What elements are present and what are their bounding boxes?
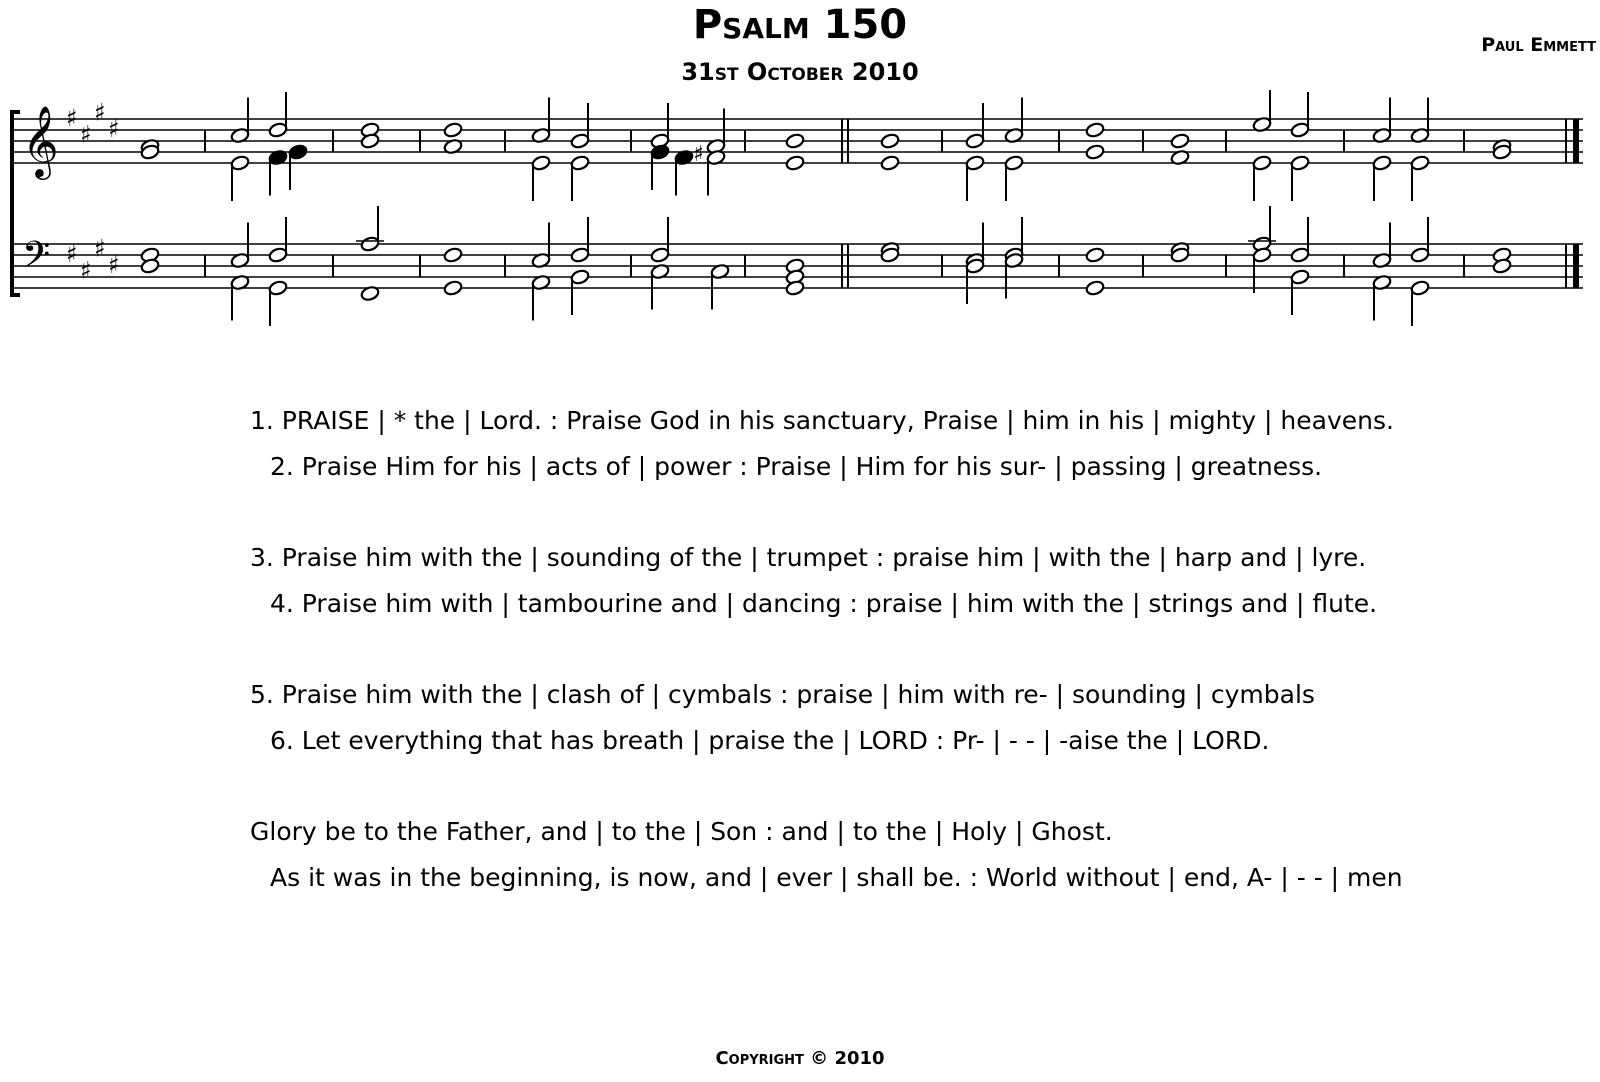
note-head [531, 155, 551, 172]
note-head [1252, 155, 1272, 172]
note-head [785, 155, 805, 172]
key-signature-sharp-icon: ♯ [108, 251, 120, 279]
verse-5: 5. Praise him with the | clash of | cymbals : praise | him with re- | sounding | cymbals [250, 680, 1315, 709]
key-signature-sharp-icon: ♯ [94, 234, 106, 263]
page-title: Psalm 150 [692, 2, 908, 48]
note-head [1290, 155, 1310, 172]
note-head [1372, 155, 1392, 172]
treble-clef-icon: 𝄞 [22, 104, 59, 177]
note-head [443, 280, 463, 297]
verse-4: 4. Praise him with | tambourine and | dancing : praise | him with the | strings and | flute. [270, 589, 1378, 618]
note-head [1085, 280, 1105, 297]
gloria-line-2: As it was in the beginning, is now, and | ever | shall be. : World without | end, A- | - - | men [270, 863, 1403, 892]
note-head [1410, 280, 1430, 297]
sharp-accidental-icon: ♯ [693, 142, 704, 167]
music-score [0, 90, 1600, 330]
note-head [1170, 133, 1190, 150]
key-signature-sharp-icon: ♯ [80, 120, 92, 149]
note-head [965, 155, 985, 172]
note-head [650, 247, 670, 264]
note-head [268, 122, 288, 139]
key-signature-sharp-icon: ♯ [66, 240, 78, 268]
note-head [288, 144, 308, 161]
note-head [570, 247, 590, 264]
key-signature-sharp-icon: ♯ [108, 115, 120, 143]
verse-1: 1. PRAISE | * the | Lord. : Praise God in his sanctuary, Praise | him in his | mighty | heavens. [250, 406, 1394, 435]
note-head [1290, 122, 1310, 139]
note-head [268, 247, 288, 264]
key-signature-sharp-icon: ♯ [94, 98, 106, 127]
note-head [1004, 155, 1024, 172]
note-head [1085, 247, 1105, 264]
gloria-line-1: Glory be to the Father, and | to the | Son : and | to the | Holy | Ghost. [250, 817, 1113, 846]
date-subtitle: 31st October 2010 [681, 58, 919, 86]
key-signature-sharp-icon: ♯ [80, 256, 92, 285]
verse-6: 6. Let everything that has breath | praise the | LORD : Pr- | - - | -aise the | LORD. [270, 726, 1270, 755]
note-head [443, 122, 463, 139]
note-head [1085, 122, 1105, 139]
note-head [268, 280, 288, 297]
note-head [785, 133, 805, 150]
note-head [570, 269, 590, 286]
note-head [443, 247, 463, 264]
note-head [570, 133, 590, 150]
note-head [965, 133, 985, 150]
note-head [1290, 269, 1310, 286]
bass-clef-icon: 𝄢 [22, 234, 51, 285]
system-bracket [12, 112, 20, 295]
verse-2: 2. Praise Him for his | acts of | power : Praise | Him for his sur- | passing | greatness. [270, 452, 1323, 481]
note-head [880, 155, 900, 172]
composer-name: Paul Emmett [1481, 34, 1596, 56]
copyright-notice: Copyright © 2010 [715, 1048, 885, 1069]
note-head [230, 155, 250, 172]
verse-3: 3. Praise him with the | sounding of the | trumpet : praise him | with the | harp and | lyre. [250, 543, 1367, 572]
note-head [1410, 155, 1430, 172]
psalm-text [250, 398, 1570, 901]
note-head [1410, 247, 1430, 264]
note-head [570, 155, 590, 172]
note-head [880, 133, 900, 150]
key-signature-sharp-icon: ♯ [66, 104, 78, 132]
note-head [1290, 247, 1310, 264]
note-head [360, 236, 380, 253]
note-head [1085, 144, 1105, 161]
